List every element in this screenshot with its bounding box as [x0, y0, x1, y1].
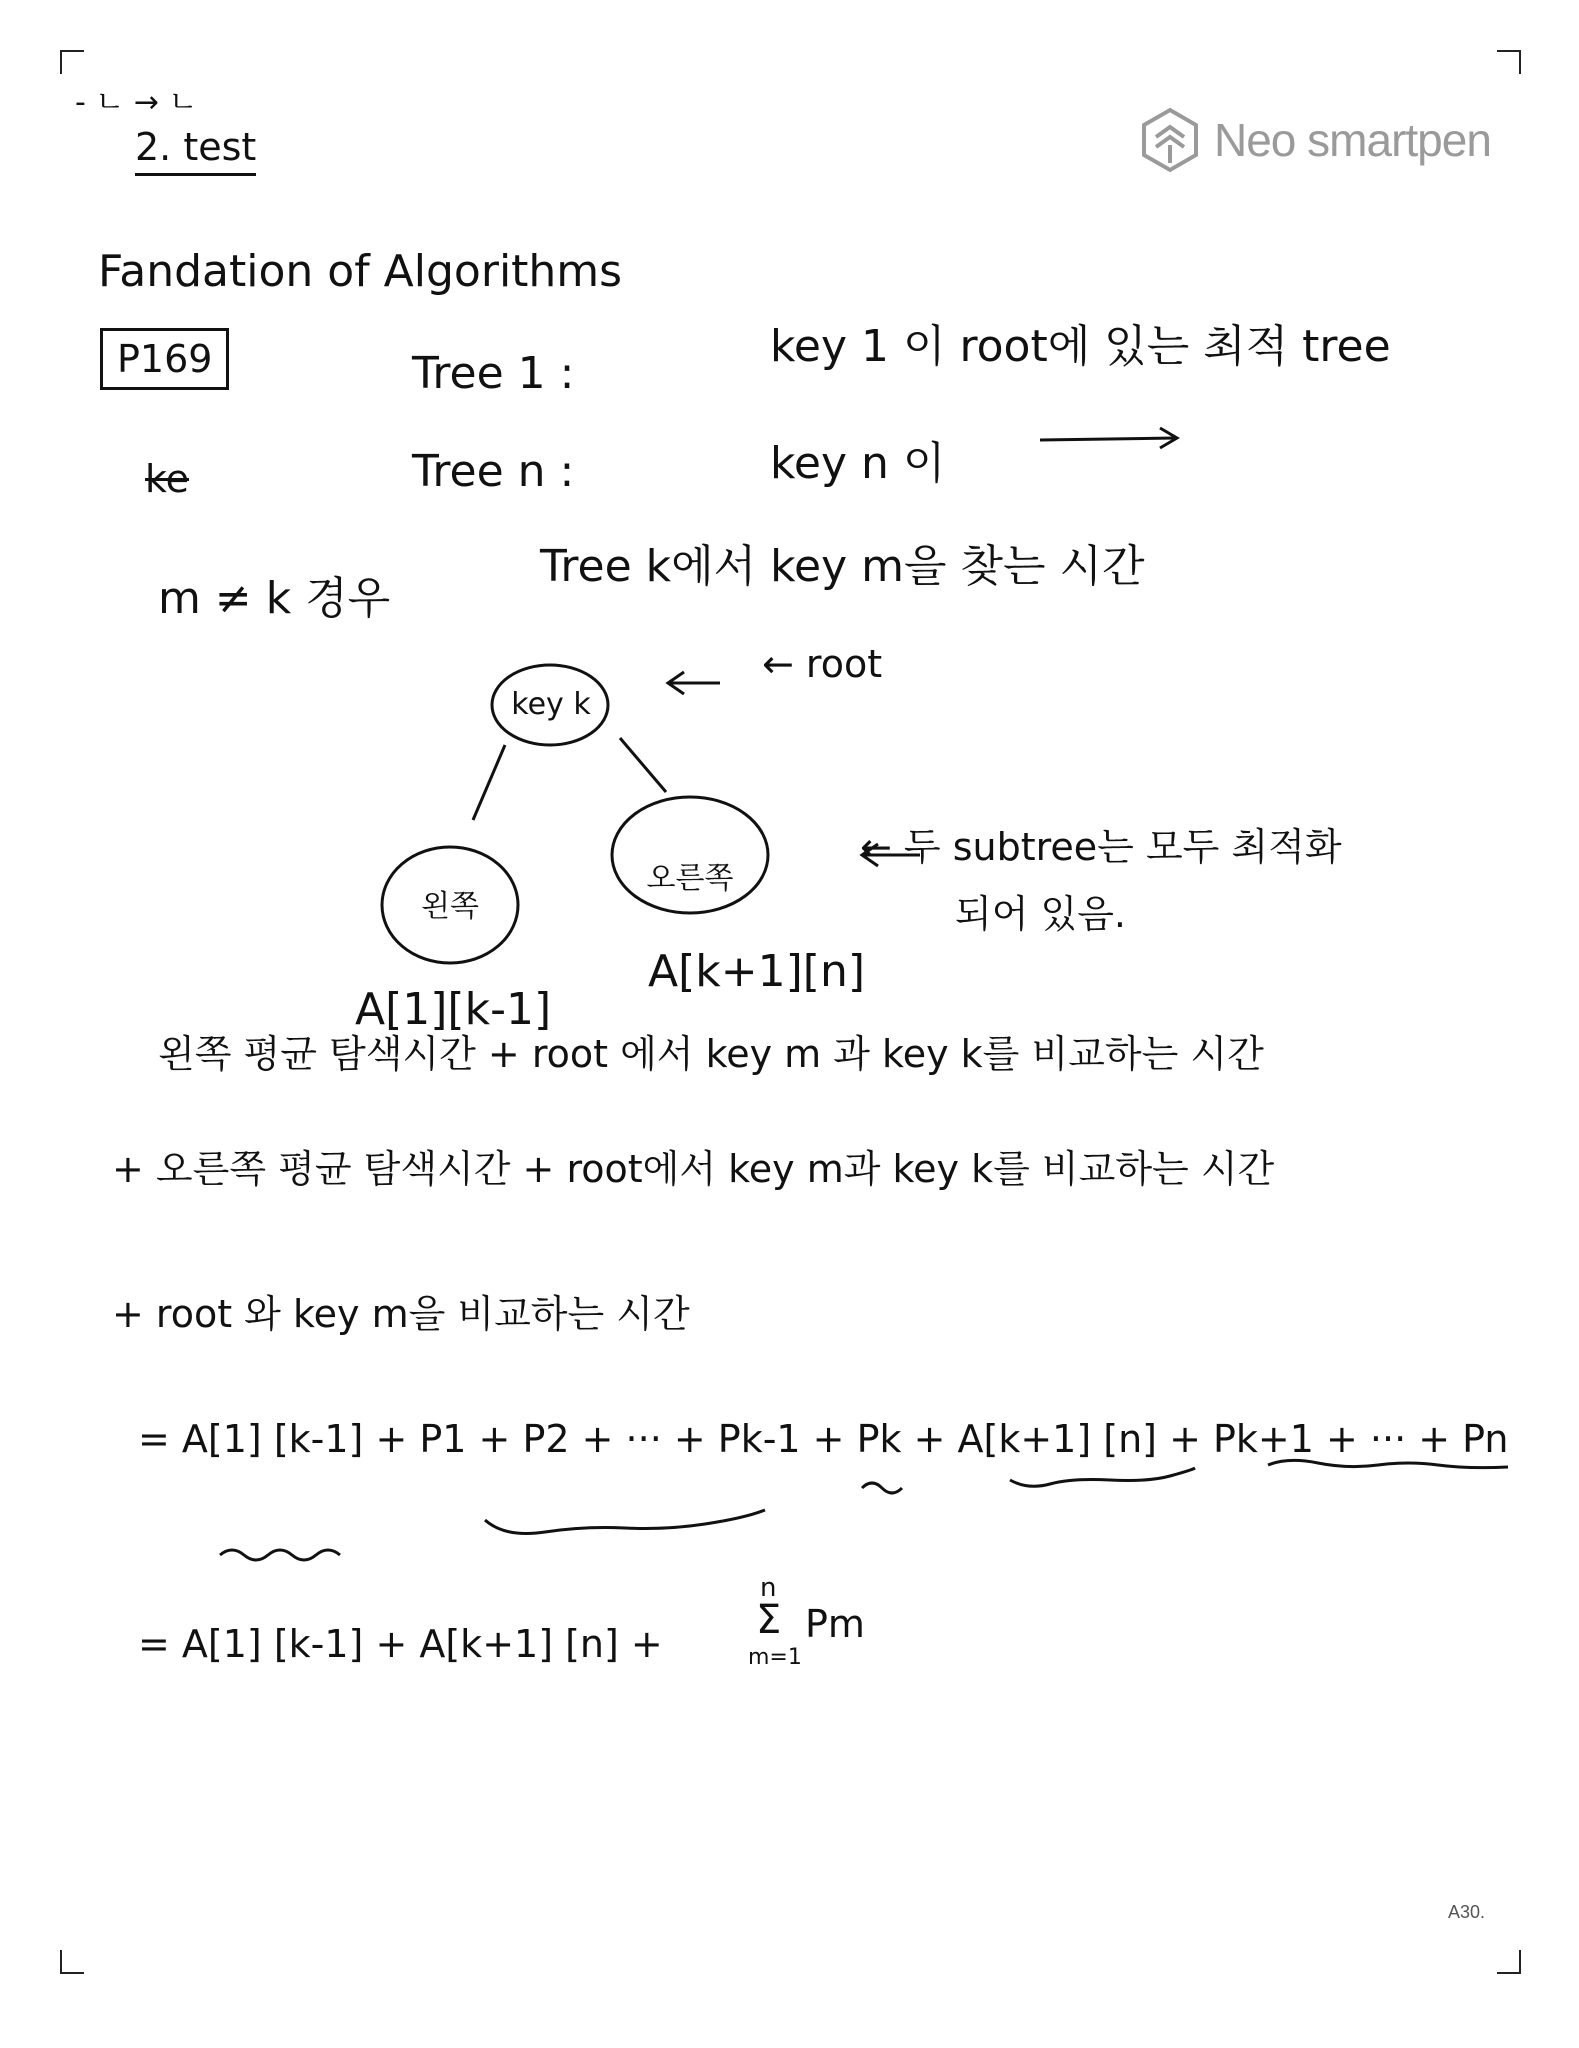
- neo-smartpen-logo-icon: [1140, 107, 1200, 173]
- wavy-underline-a1: [220, 1550, 340, 1560]
- derivation-line-1: 왼쪽 평균 탐색시간 + root 에서 key m 과 key k를 비교하는 시간: [158, 1032, 1264, 1076]
- root-node-label: key k: [511, 687, 591, 722]
- summation: [748, 1573, 802, 1673]
- right-subtree-label: 오른쪽: [646, 861, 734, 896]
- summation-term: Pm: [805, 1602, 865, 1646]
- derivation-line-4: = A[1] [k-1] + P1 + P2 + ··· + Pk-1 + Pk + A[k+1] [n] + Pk+1 + ··· + Pn: [138, 1417, 1509, 1461]
- derivation-line-5: = A[1] [k-1] + A[k+1] [n] +: [138, 1622, 663, 1666]
- wavy-underline-ptail: [1268, 1460, 1508, 1467]
- summation-lower: m=1: [748, 1645, 802, 1670]
- summation-upper: n: [760, 1573, 777, 1603]
- wavy-underline-psum: [485, 1510, 765, 1534]
- page-reference-text: P169: [100, 328, 229, 390]
- subtree-note-line2: 되어 있음.: [955, 892, 1126, 936]
- left-edge: [473, 745, 505, 820]
- root-pointer-label: ← root: [762, 642, 883, 686]
- page-title: Fandation of Algorithms: [98, 246, 623, 297]
- brand-logo: [1140, 105, 1491, 175]
- corner-mark-bottom-right: [1497, 1950, 1521, 1974]
- definition-tree-n-left: Tree n :: [412, 446, 575, 497]
- left-subtree-range: A[1][k-1]: [355, 984, 552, 1035]
- summation-symbol: Σ: [756, 1597, 782, 1643]
- definition-tree-1-right: key 1 이 root에 있는 최적 tree: [770, 321, 1391, 372]
- left-subtree-label: 왼쪽: [421, 889, 479, 924]
- page-reference: [100, 337, 229, 381]
- wavy-underline-pk: [862, 1483, 902, 1493]
- crossed-word: ke: [145, 457, 190, 501]
- section-heading-text: 2. test: [135, 125, 256, 176]
- page-number: A30.: [1448, 1902, 1486, 1922]
- right-edge: [620, 738, 666, 792]
- section-heading: [135, 125, 257, 169]
- subtree-note-line1: ← 두 subtree는 모두 최적화: [860, 825, 1342, 869]
- wavy-underline-ak: [1010, 1468, 1195, 1486]
- corner-mark-top-left: [60, 50, 84, 74]
- definition-tree-1-left: Tree 1 :: [412, 348, 575, 399]
- root-pointer-arrow: [668, 672, 720, 694]
- derivation-line-3: + root 와 key m을 비교하는 시간: [112, 1292, 690, 1336]
- brand-name: Neo smartpen: [1214, 114, 1491, 166]
- header-scribble: - ㄴ → ㄴ: [75, 85, 198, 120]
- condition-right: Tree k에서 key m을 찾는 시간: [540, 541, 1145, 592]
- definition-tree-n-right: key n 이: [770, 438, 946, 489]
- corner-mark-bottom-left: [60, 1950, 84, 1974]
- corner-mark-top-right: [1497, 50, 1521, 74]
- right-subtree-range: A[k+1][n]: [648, 946, 865, 997]
- derivation-line-2: + 오른쪽 평균 탐색시간 + root에서 key m과 key k를 비교하는 시간: [112, 1147, 1275, 1191]
- condition-left: m ≠ k 경우: [158, 573, 391, 624]
- ditto-arrow: [1040, 428, 1177, 448]
